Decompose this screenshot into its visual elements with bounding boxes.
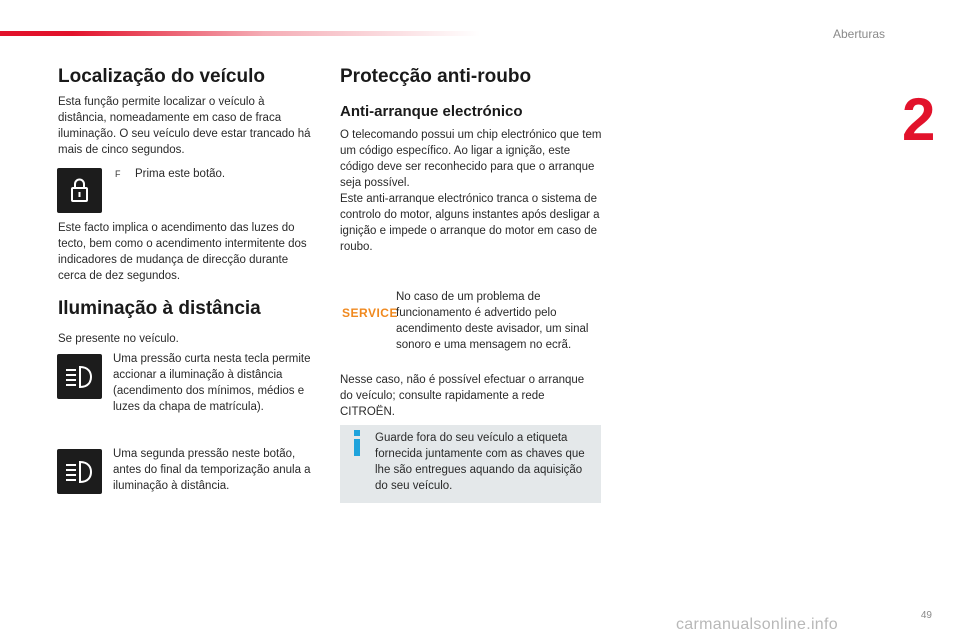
heading-remote-lighting: Iluminação à distância xyxy=(58,298,261,319)
location-effect: Este facto implica o acendimento das luzes do tecto, bem como o acendimento intermitente dos indicadores de mudança de direcção durante cerca de dez segundos. xyxy=(58,222,307,282)
info-note-text: Guarde fora do seu veículo a etiqueta fornecida juntamente com as chaves que lhe são entregues aquando da aquisição do seu veículo. xyxy=(375,432,585,492)
headlamp-button-icon xyxy=(57,354,102,399)
heading-immobiliser: Anti-arranque electrónico xyxy=(340,103,523,120)
page-number: 49 xyxy=(920,610,932,621)
header-accent-bar xyxy=(0,31,480,36)
headlamp-button-icon-2 xyxy=(57,449,102,494)
if-present-note: Se presente no veículo. xyxy=(58,333,179,345)
immobiliser-body-2: Este anti-arranque electrónico tranca o sistema de controlo do motor, alguns instantes após desligar a ignição e impede o arranque do motor em caso de roubo. xyxy=(340,193,600,253)
immobiliser-body-1: O telecomando possui um chip electrónico que tem um código específico. Ao ligar a ignição, este código deve ser reconhecido para que o arranque seja possível. xyxy=(340,129,602,189)
second-press-description: Uma segunda pressão neste botão, antes do final da temporização anula a iluminação à distância. xyxy=(113,448,311,492)
fault-consequence-text: Nesse caso, não é possível efectuar o arranque do veículo; consulte rapidamente a rede CITROËN. xyxy=(340,374,585,418)
location-intro: Esta função permite localizar o veículo à distância, nomeadamente em caso de fraca iluminação. O seu veículo deve estar trancado há mais de cinco segundos. xyxy=(58,96,311,156)
service-warning-icon: SERVICE xyxy=(342,306,398,320)
info-icon xyxy=(351,428,363,458)
heading-anti-theft: Protecção anti-roubo xyxy=(340,66,532,87)
section-title: Aberturas xyxy=(832,27,885,41)
short-press-description: Uma pressão curta nesta tecla permite accionar a iluminação à distância (acendimento dos mínimos, médios e luzes da chapa de matrícula). xyxy=(113,353,311,413)
chapter-number: 2 xyxy=(902,86,936,153)
watermark: carmanualsonline.info xyxy=(676,616,838,633)
press-button-instruction: Prima este botão. xyxy=(135,168,226,180)
lock-button-icon xyxy=(57,168,102,213)
fault-warning-text: No caso de um problema de funcionamento é advertido pelo acendimento deste avisador, um sinal sonoro e uma mensagem no ecrã. xyxy=(396,291,589,351)
heading-vehicle-location: Localização do veículo xyxy=(58,66,265,87)
bullet-marker: F xyxy=(115,169,121,179)
